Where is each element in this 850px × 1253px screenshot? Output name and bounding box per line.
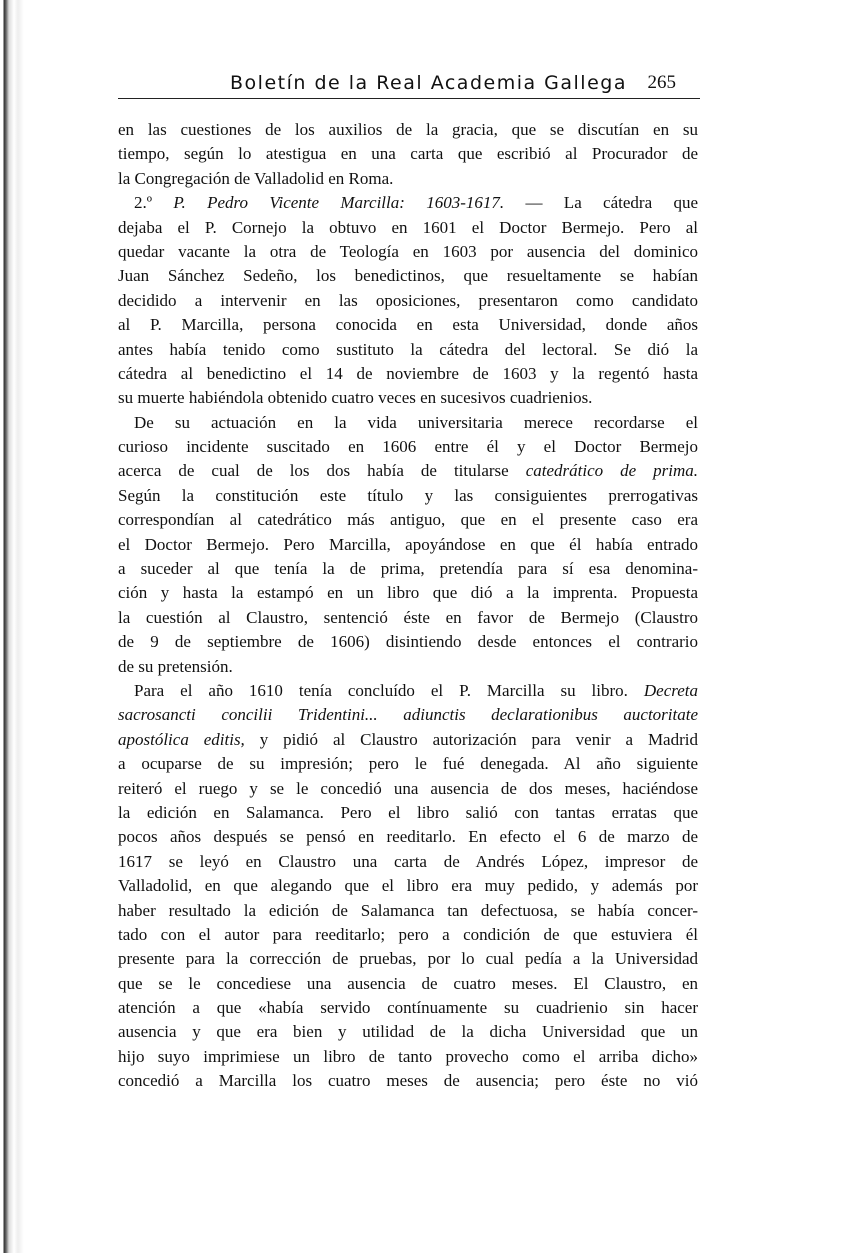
body-text [118,118,698,1094]
text-line: 1617 se leyó en Claustro una carta de Andrés López, impresor de [118,851,698,871]
text-line: de su pretensión. [118,656,233,676]
text-line: tiempo, según lo atestigua en una carta que escribió al Procurador de [118,144,698,164]
text-line: concedió a Marcilla los cuatro meses de ausencia; pero éste no vió [118,1071,698,1091]
text-line: De su actuación en la vida universitaria merece recordarse el [134,412,698,432]
text-line: la edición en Salamanca. Pero el libro salió con tantas erratas que [118,802,698,822]
text-line: ausencia y que era bien y utilidad de la dicha Universidad que un [118,1022,698,1042]
text-line: en las cuestiones de los auxilios de la gracia, que se discutían en su [118,120,698,139]
header-rule [118,98,700,99]
text-line: su muerte habiéndola obtenido cuatro veces en sucesivos cuadrienios. [118,388,593,408]
text-line: que se le concediese una ausencia de cuatro meses. El Claustro, en [118,973,698,993]
scan-edge [0,0,24,1253]
text-line: pocos años después se pensó en reeditarlo. En efecto el 6 de marzo de [118,827,698,847]
text-line: Según la constitución este título y las consiguientes prerrogativas [118,485,698,505]
paragraph [118,191,698,411]
text-line: el Doctor Bermejo. Pero Marcilla, apoyándose en que él había entrado [118,534,698,554]
text-line: la cuestión al Claustro, sentenció éste en favor de Bermejo (Claustro [118,607,698,627]
text-line: 2.º P. Pedro Vicente Marcilla: 1603-1617. — La cátedra que [134,193,698,213]
text-line: cátedra al benedictino el 14 de noviembre de 1603 y la regentó hasta [118,363,698,383]
paragraph [118,679,698,1094]
text-line: ción y hasta la estampó en un libro que dió a la imprenta. Propuesta [118,583,698,603]
paragraph [118,118,698,191]
text-line: decidido a intervenir en las oposiciones, presentaron como candidato [118,290,698,310]
text-line: sacrosancti concilii Tridentini... adiunctis declarationibus auctoritate [118,705,698,725]
text-line: hijo suyo imprimiese un libro de tanto provecho como el arriba dicho» [118,1046,698,1066]
text-line: la Congregación de Valladolid en Roma. [118,168,394,188]
text-line: curioso incidente suscitado en 1606 entre él y el Doctor Bermejo [118,437,698,457]
running-header [118,70,700,100]
text-line: a ocuparse de su impresión; pero le fué denegada. Al año siguiente [118,754,698,774]
text-line: dejaba el P. Cornejo la obtuvo en 1601 el Doctor Bermejo. Pero al [118,217,698,237]
text-line: de 9 de septiembre de 1606) disintiendo desde entonces el contrario [118,632,698,652]
text-line: correspondían al catedrático más antiguo, que en el presente caso era [118,510,698,530]
text-line: tado con el autor para reeditarlo; pero a condición de que estuviera él [118,924,698,944]
text-line: haber resultado la edición de Salamanca tan defectuosa, se había concer- [118,900,698,920]
text-line: quedar vacante la otra de Teología en 1603 por ausencia del dominico [118,241,698,261]
text-line: presente para la corrección de pruebas, por lo cual pedía a la Universidad [118,949,698,969]
text-line: reiteró el ruego y se le concedió una ausencia de dos meses, haciéndose [118,778,698,798]
text-line: Juan Sánchez Sedeño, los benedictinos, que resueltamente se habían [118,266,698,286]
page-number: 265 [647,72,676,93]
text-line: antes había tenido como sustituto la cátedra del lectoral. Se dió la [118,339,698,359]
text-line: apostólica editis, y pidió al Claustro autorización para venir a Madrid [118,729,698,749]
text-line: al P. Marcilla, persona conocida en esta Universidad, donde años [118,315,698,335]
text-line: Para el año 1610 tenía concluído el P. Marcilla su libro. Decreta [134,680,698,700]
text-line: a suceder al que tenía la de prima, pretendía para sí esa denomina- [118,559,698,579]
text-line: Valladolid, en que alegando que el libro era muy pedido, y además por [118,876,698,896]
text-line: atención a que «había servido contínuamente su cuadrienio sin hacer [118,998,698,1018]
text-line: acerca de cual de los dos había de titularse catedrático de prima. [118,461,698,481]
paragraph [118,411,698,679]
journal-title: Boletín de la Real Academia Gallega [230,72,627,94]
